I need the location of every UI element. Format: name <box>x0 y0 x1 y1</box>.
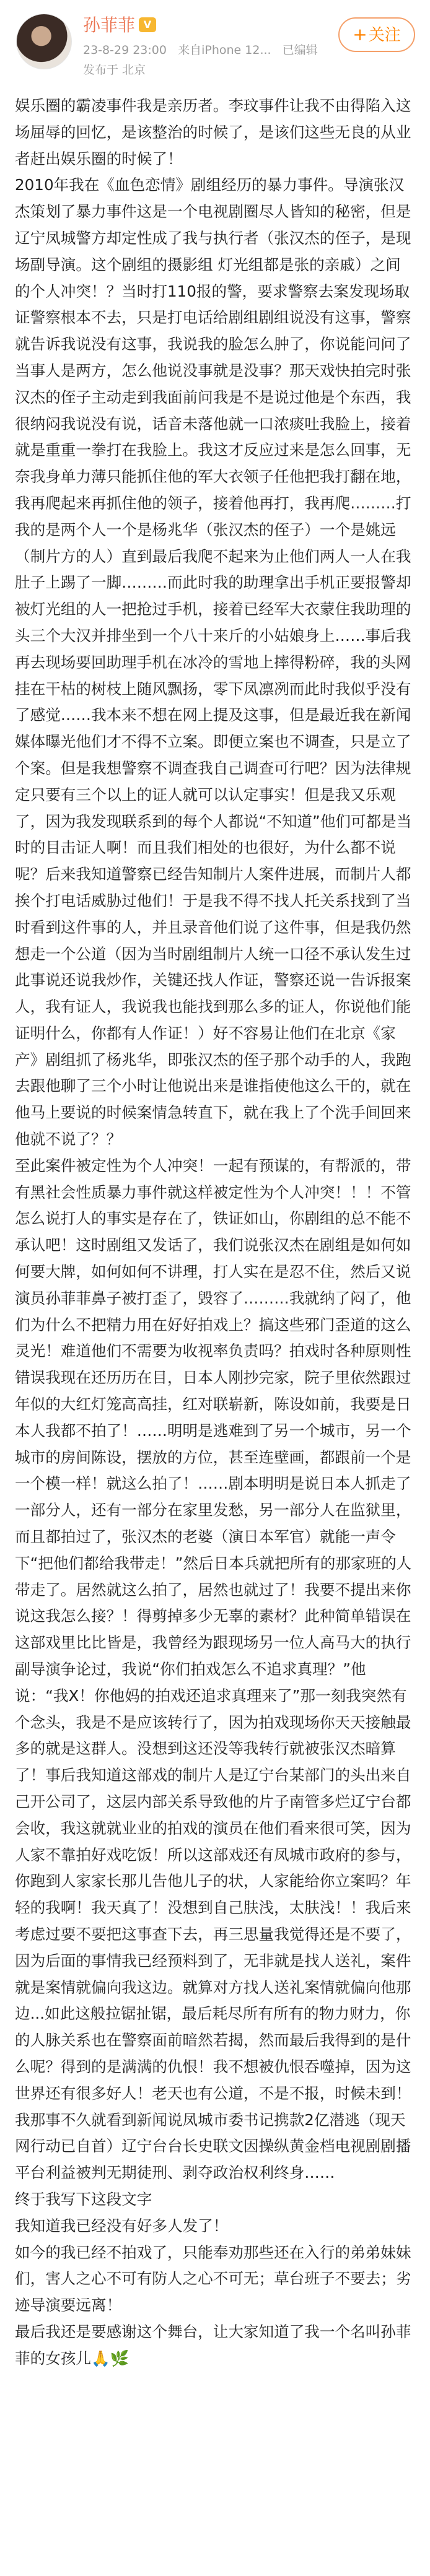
username[interactable]: 孙菲菲 <box>83 15 136 35</box>
post-body: 娱乐圈的霸凌事件我是亲历者。李玟事件让我不由得陷入这场屈辱的回忆，是该整治的时候了，是该们这些无良的从业者赶出娱乐圈的时候了！ 2010年我在《血色恋情》剧组经历的暴力事件。导演张汉杰策划了暴力事件这是一个电视剧圈尽人皆知的秘密，但是辽宁凤城警方却定性成了我与执行者（张汉杰的侄子，是现场副导演。这个剧组的摄影组 灯光组都是张的亲戚）之间的个人冲突！？当时打110报的警，要求警察去案发现场取证警察根本不去，只是打电话给剧组剧组说没有这事，警察就告诉我说没有这事，我说我的脸怎么肿了，你说能问问了当事人是两方，怎么他说没事就是没事？那天戏快拍完时张汉杰的侄子主动走到我面前问我是不是说过他是个东西，我很纳闷我说没有说，话音未落他就一口浓痰吐我脸上，接着就是重重一拳打在我脸上。我这才反应过来是怎么回事，无奈我身单力薄只能抓住他的军大衣领子任他把我打翻在地，我再爬起来再抓住他的领子，接着他再打，我再爬………打我的是两个人一个是杨兆华（张汉杰的侄子）一个是姚远（制片方的人）直到最后我爬不起来为止他们两人一人在我肚子上踢了一脚………而此时我的助理拿出手机正要报警却被灯光组的人一把抢过手机，接着已经军大衣蒙住我助理的头三个大汉并排坐到一个八十来斤的小姑娘身上……事后我再去现场要回助理手机在冰冷的雪地上摔得粉碎，我的头网挂在干枯的树枝上随风飘扬，零下凤凛冽而此时我似乎没有了感觉……我本来不想在网上提及这事，但是最近我在新闻媒体曝光他们才不得不立案。即便立案也不调查，只是立了个案。但是我想警察不调查我自己调查可行吧？因为法律规定只要有三个以上的证人就可以认定事实！但是我又乐观了，因为我发现联系到的每个人都说“不知道”他们可都是当时的目击证人啊！而且我们相处的也很好，为什么都不说呢？后来我知道警察已经告知制片人案件进展，而制片人都挨个打电话威胁过他们！于是我不得不找人托关系找到了当时看到这件事的人，并且录音他们说了这件事，但是我仍然想走一个公道（因为当时剧组制片人统一口径不承认发生过此事说还说我炒作，关键还找人作证，警察还说一告诉报案人，我有证人，我说我也能找到那么多的证人，你说他们能证明什么，你都有人作证！）好不容易让他们在北京《家产》剧组抓了杨兆华，即张汉杰的侄子那个动手的人，我跑去跟他聊了三个小时让他说出来是谁指使他这么干的，就在他马上要说的时候案情急转直下，就在我上了个洗手间回来他就不说了？？ 至此案件被定性为个人冲突！一起有预谋的，有帮派的，带有黑社会性质暴力事件就这样被定性为个人冲突！！！不管怎么说打人的事实是存在了，铁证如山，你剧组的总不能不承认吧！这时剧组又发话了，我们说张汉杰在剧组是如何如何要大牌，如何如何不讲理，打人实在是忍不住，然后又说演员孙菲菲鼻子被打歪了，毁容了………我就纳了闷了，他们为什么不把精力用在好好拍戏上？搞这些邪门歪道的这么灵光！难道他们不需要为收视率负责吗？拍戏时各种原则性错误我现在还历历在目，日本人刚抄完家，院子里依然跟过年似的大红灯笼高高挂，红对联崭新，陈设如前，我要是日本人我都不拍了！……明明是逃难到了另一个城市，另一个城市的房间陈设，摆放的方位，甚至连壁画，都跟前一个是一个模一样！就这么拍了！……剧本明明是说日本人抓走了一部分人，还有一部分在家里发愁，另一部分人在监狱里，而且都拍过了，张汉杰的老婆（演日本军官）就能一声令下“把他们都给我带走！”然后日本兵就把所有的那家班的人带走了。居然就这么拍了，居然也就过了！我要不提出来你说这我怎么接？！得剪掉多少无辜的素材？此种简单错误在这部戏里比比皆是，我曾经为跟现场另一位人高马大的执行副导演争论过，我说“你们拍戏怎么不追求真理？”他说：“我X！你他妈的拍戏还追求真理来了”那一刻我突然有个念头，我是不是应该转行了，因为拍戏现场你天天接触最多的就是这群人。没想到这还没等我转行就被张汉杰暗算了！事后我知道这部戏的制片人是辽宁台某部门的头出来自己开公司了，这层内部关系导致他的片子南管多烂辽宁台都会收，我这就就业业的拍戏的演员在他们看来很可笑，因为人家不靠拍好戏吃饭！所以这部戏还有凤城市政府的参与，你跑到人家家长那儿告他儿子的状，人家能给你立案吗？年轻的我啊！我天真了！没想到自己肤浅，太肤浅！！我后来考虑过要不要把这事查下去，再三思量我觉得还是不要了，因为后面的事情我已经预料到了，无非就是找人送礼，案件就是案情就偏向我这边。就算对方找人送礼案情就偏向他那边...如此这般拉锯扯锯，最后耗尽所有所有的物力财力，你的人脉关系也在警察面前暗然若揭，然而最后我得到的是什么呢？得到的是满满的仇恨！我不想被仇恨吞噬掉，因为这世界还有很多好人！老天也有公道，不是不报，时候未到！我那事不久就看到新闻说凤城市委书记携款2亿潜逃（现天网行动已自首）辽宁台台长史联文因操纵黄金档电视剧剧播平台利益被判无期徒刑、剥夺政治权利终身…… 终于我写下这段文字 我知道我已经没有好多人发了！ 如今的我已经不拍戏了，只能奉劝那些还在入行的弟弟妹妹们，害人之心不可有防人之心不可无；草台班子不要去；劣迹导演要远离！ 最后我还是要感谢这个舞台，让大家知道了我一个名叫孙菲菲的女孩儿🙏🌿 <box>15 97 412 2367</box>
post-header <box>0 0 430 87</box>
post-meta <box>83 42 318 58</box>
follow-button[interactable] <box>338 17 415 52</box>
post-location: 发布于 北京 <box>83 63 146 77</box>
edited-label: 已编辑 <box>282 43 318 57</box>
avatar[interactable] <box>16 14 72 69</box>
post-timestamp: 23-8-29 23:00 <box>83 43 167 57</box>
plus-icon: + <box>353 24 367 45</box>
follow-button-label: 关注 <box>368 26 401 45</box>
vip-badge-icon: V <box>139 17 156 32</box>
post-device: 来自iPhone 12... <box>178 43 271 57</box>
